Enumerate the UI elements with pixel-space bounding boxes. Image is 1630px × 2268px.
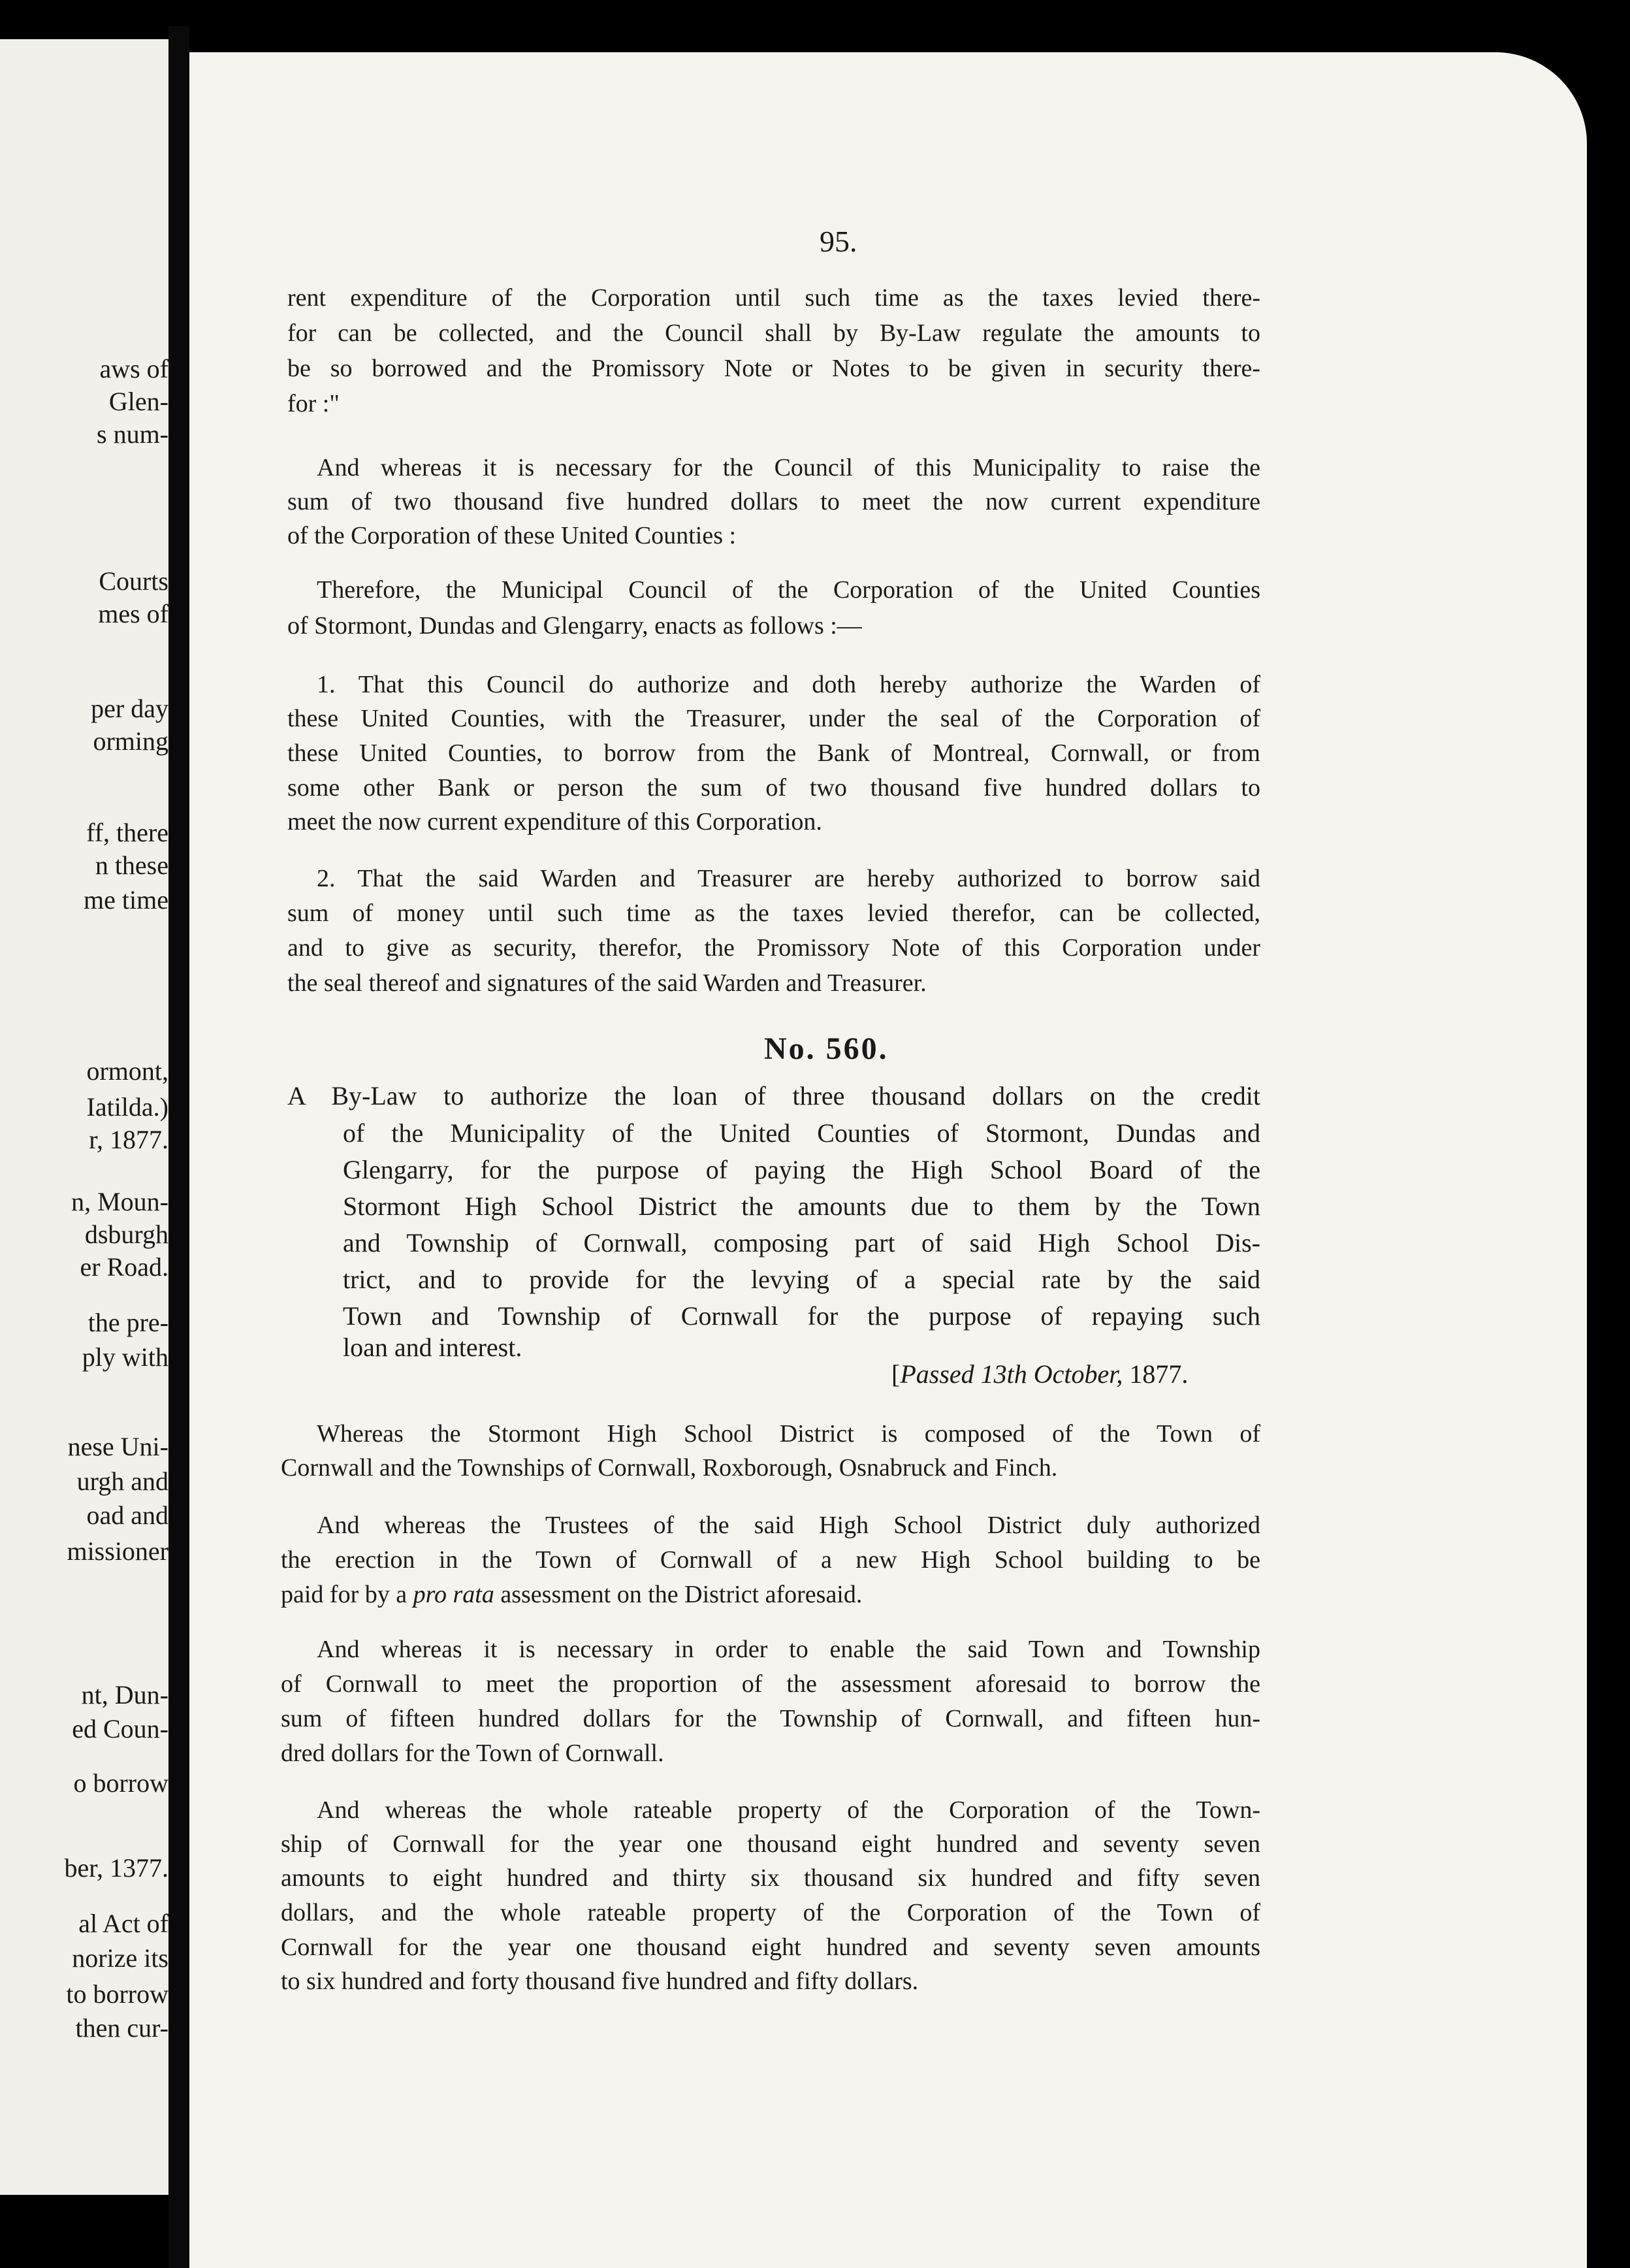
left-fragment: missioner xyxy=(67,1536,168,1566)
text-line: of the Corporation of these United Counties : xyxy=(287,522,737,549)
left-fragment: me time xyxy=(84,885,168,915)
left-fragment: then cur- xyxy=(75,2013,168,2043)
left-fragment: oad and xyxy=(86,1500,168,1530)
text-line: dollars, and the whole rateable property of the Corporation of the Town of xyxy=(281,1899,1260,1926)
left-fragment: dsburgh xyxy=(84,1220,168,1249)
left-fragment: er Road. xyxy=(80,1252,168,1282)
text-line: rent expenditure of the Corporation until such time as the taxes levied there- xyxy=(287,284,1260,312)
passed-italic: Passed 13th October, xyxy=(900,1359,1123,1389)
text-line: dred dollars for the Town of Cornwall. xyxy=(281,1740,664,1767)
page-number: 95. xyxy=(820,225,857,258)
left-fragment: urgh and xyxy=(76,1466,168,1496)
text-line: ship of Cornwall for the year one thousand eight hundred and seventy seven xyxy=(281,1830,1260,1858)
left-fragment: nese Uni- xyxy=(67,1432,168,1461)
text-line: of the Municipality of the United Counties of Stormont, Dundas and xyxy=(343,1118,1260,1148)
left-fragment: Courts xyxy=(99,566,168,596)
text-run-italic: pro rata xyxy=(413,1581,494,1608)
text-line: the erection in the Town of Cornwall of a new High School building to be xyxy=(281,1546,1260,1574)
section-heading: No. 560. xyxy=(764,1031,889,1066)
left-fragment: per day xyxy=(91,694,168,723)
text-line: Stormont High School District the amounts due to them by the Town xyxy=(343,1191,1260,1221)
text-line: And whereas the Trustees of the said High School District duly authorized xyxy=(317,1512,1260,1539)
text-line: and to give as security, therefor, the Promissory Note of this Corporation under xyxy=(287,934,1260,962)
passed-year: 1877. xyxy=(1123,1359,1189,1389)
left-fragment: ber, 1377. xyxy=(64,1853,168,1883)
left-fragment: mes of xyxy=(98,599,168,628)
text-line: meet the now current expenditure of this Corporation. xyxy=(287,808,822,835)
text-line: these United Counties, with the Treasurer, under the seal of the Corporation of xyxy=(287,705,1260,732)
text-line: to six hundred and forty thousand five hundred and fifty dollars. xyxy=(281,1968,919,1995)
text-line: sum of two thousand five hundred dollars to meet the now current expenditure xyxy=(287,488,1260,515)
passed-date xyxy=(891,1359,1188,1389)
text-line: for can be collected, and the Council shall by By-Law regulate the amounts to xyxy=(287,319,1260,347)
left-fragment: the pre- xyxy=(88,1308,168,1337)
text-line xyxy=(281,1580,862,1610)
text-run: paid for by a xyxy=(281,1581,413,1608)
left-fragment: ff, there xyxy=(86,818,168,847)
left-fragment: aws of xyxy=(99,354,168,383)
left-fragment: Glen- xyxy=(108,387,168,416)
text-line: A By-Law to authorize the loan of three thousand dollars on the credit xyxy=(287,1081,1260,1110)
left-fragment: to borrow xyxy=(66,1979,168,2009)
text-run: assessment on the District aforesaid. xyxy=(494,1581,863,1608)
left-fragment: r, 1877. xyxy=(89,1125,168,1154)
text-line: be so borrowed and the Promissory Note or Notes to be given in security there- xyxy=(287,355,1260,382)
text-line: 2. That the said Warden and Treasurer are hereby authorized to borrow said xyxy=(317,865,1260,892)
text-line: And whereas the whole rateable property of the Corporation of the Town- xyxy=(317,1796,1260,1824)
text-line: Cornwall for the year one thousand eight hundred and seventy seven amounts xyxy=(281,1934,1260,1961)
text-line: the seal thereof and signatures of the said Warden and Treasurer. xyxy=(287,969,927,997)
text-line: of Stormont, Dundas and Glengarry, enacts as follows :— xyxy=(287,612,862,640)
text-line: Glengarry, for the purpose of paying the High School Board of the xyxy=(343,1155,1260,1184)
left-fragment: ply with xyxy=(82,1342,168,1372)
left-fragment: s num- xyxy=(97,419,168,449)
text-line: And whereas it is necessary for the Council of this Municipality to raise the xyxy=(317,454,1260,481)
left-fragment: o borrow xyxy=(73,1768,168,1798)
text-line: sum of fifteen hundred dollars for the Township of Cornwall, and fifteen hun- xyxy=(281,1705,1260,1732)
text-line: some other Bank or person the sum of two thousand five hundred dollars to xyxy=(287,774,1260,802)
text-line: these United Counties, to borrow from the Bank of Montreal, Cornwall, or from xyxy=(287,739,1260,767)
left-fragment: norize its xyxy=(72,1943,168,1973)
text-line: 1. That this Council do authorize and doth hereby authorize the Warden of xyxy=(317,671,1260,698)
left-fragment: ed Coun- xyxy=(72,1714,168,1743)
left-fragment: orming xyxy=(93,726,168,756)
text-line: Cornwall and the Townships of Cornwall, Roxborough, Osnabruck and Finch. xyxy=(281,1454,1058,1482)
left-fragment: al Act of xyxy=(78,1909,168,1938)
text-line: for :" xyxy=(287,390,340,417)
left-fragment: Iatilda.) xyxy=(86,1092,168,1122)
text-line: amounts to eight hundred and thirty six thousand six hundred and fifty seven xyxy=(281,1864,1260,1892)
text-line: of Cornwall to meet the proportion of the assessment aforesaid to borrow the xyxy=(281,1670,1260,1698)
left-fragment: n, Moun- xyxy=(71,1187,168,1216)
left-fragment: n these xyxy=(95,850,168,880)
text-line: Whereas the Stormont High School District is composed of the Town of xyxy=(317,1420,1260,1448)
text-line: sum of money until such time as the taxes levied therefor, can be collected, xyxy=(287,899,1260,927)
text-line: and Township of Cornwall, composing part of said High School Dis- xyxy=(343,1228,1260,1257)
text-line: Therefore, the Municipal Council of the Corporation of the United Counties xyxy=(317,576,1260,604)
text-line: trict, and to provide for the levying of a special rate by the said xyxy=(343,1265,1260,1294)
text-line: And whereas it is necessary in order to enable the said Town and Township xyxy=(317,1636,1260,1663)
passed-bracket: [ xyxy=(891,1359,901,1389)
left-fragment: nt, Dun- xyxy=(81,1680,168,1709)
text-line: Town and Township of Cornwall for the purpose of repaying such xyxy=(343,1301,1260,1331)
text-line: loan and interest. xyxy=(343,1333,522,1362)
book-gutter xyxy=(168,26,189,2268)
left-fragment: ormont, xyxy=(86,1056,168,1086)
